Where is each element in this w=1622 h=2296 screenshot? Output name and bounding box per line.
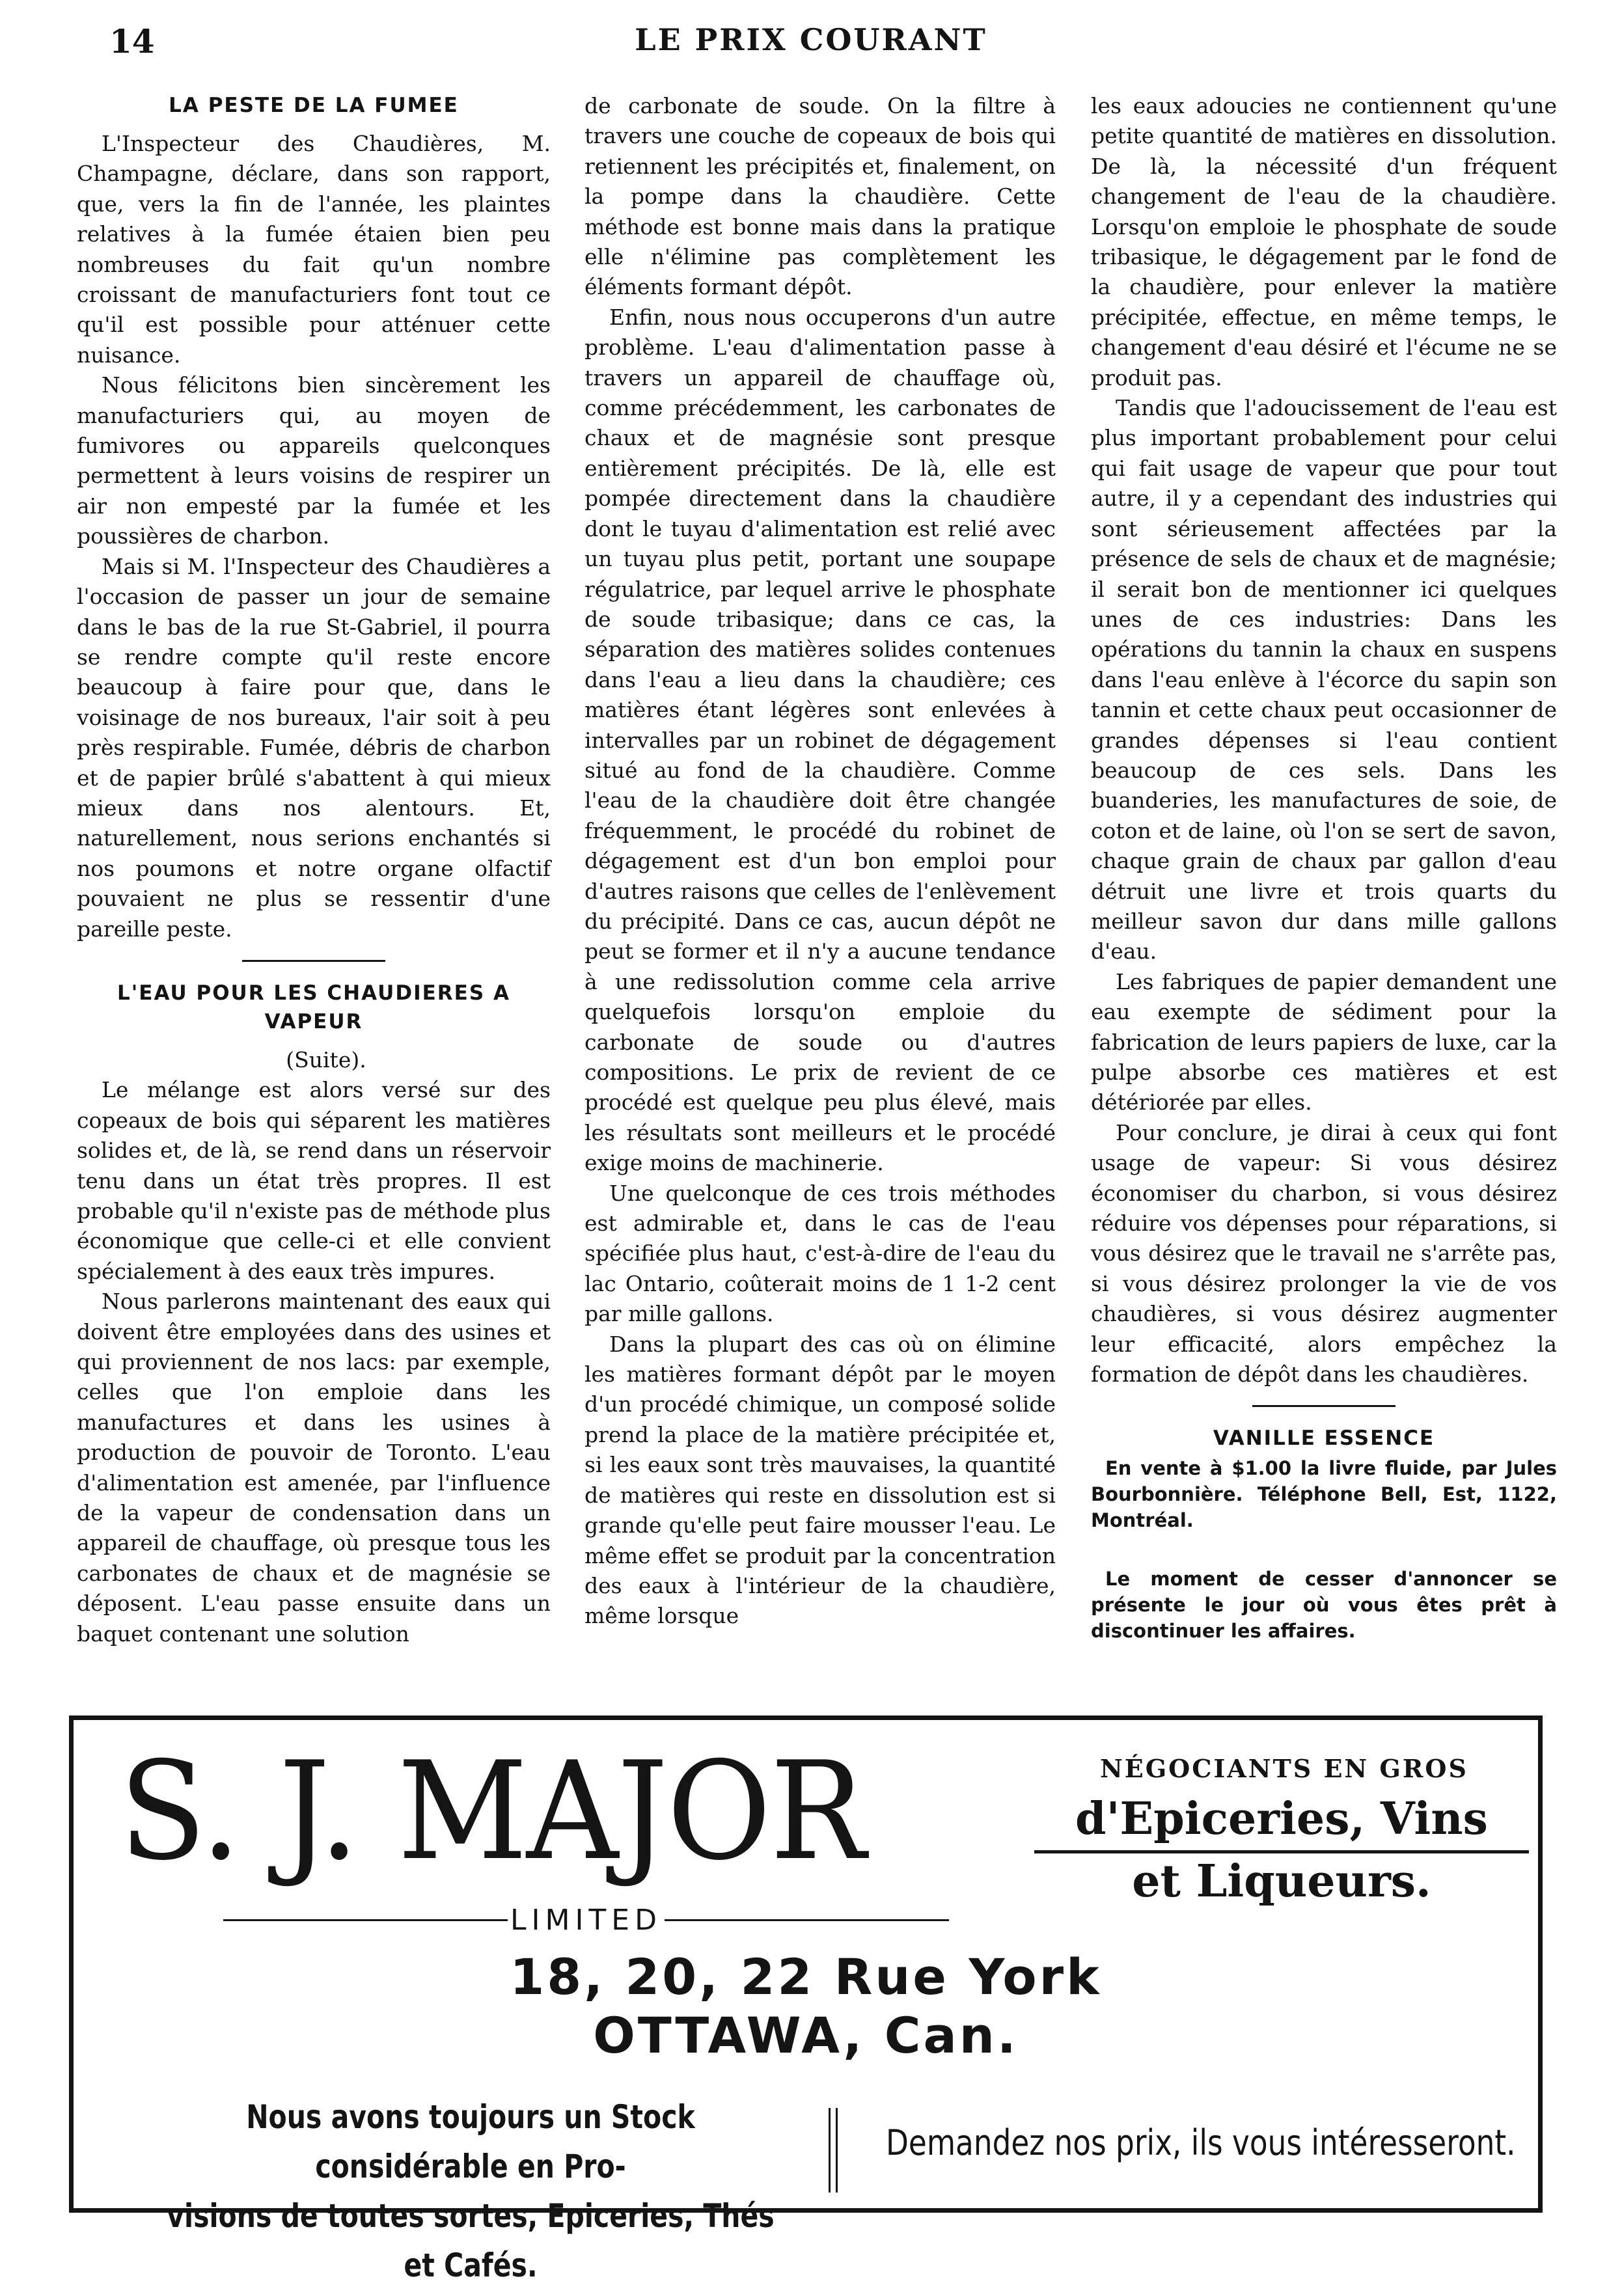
- trade-line-2: et Liqueurs.: [1132, 1855, 1431, 1907]
- limited-line-left: [223, 1919, 508, 1921]
- company-address: 18, 20, 22 Rue York: [510, 1948, 1102, 2006]
- paragraph: Nous parlerons maintenant des eaux qui doivent être employées dans des usines et qui proviennent de nos lacs: par exemple, celles que l'on emploie dans les manufactures et dans les usines à production de pouvoir de Toronto. L'eau d'alimentation est amenée, par l'influence de la vapeur de condensation dans un appareil de chauffage, où presque tous les carbonates de chaux et de magnésie se déposent. L'eau passe ensuite dans un baquet contenant une solution: [77, 1289, 551, 1647]
- vanilla-ad-body: En vente à $1.00 la livre fluide, par Jules Bourbonnière. Téléphone Bell, Est, 1122, Montréal.: [1091, 1457, 1557, 1532]
- prices-call: Demandez nos prix, ils vous intéresseront.: [886, 2122, 1516, 2163]
- paragraph: Enfin, nous nous occuperons d'un autre problème. L'eau d'alimentation passe à travers un appareil de chauffage où, comme précédemment, les carbonates de chaux et de magnésie sont presque entièrement précipités. De là, elle est pompée directement dans la chaudière dont le tuyau d'alimentation est relié avec un tuyau plus petit, portant une soupape régulatrice, par lequel arrive le phosphate de soude tribasique; dans ce cas, la séparation des matières solides contenues dans l'eau a lieu dans la chaudière; ces matières étant légères sont enlevées à intervalles par un robinet de dégagement situé au fond de la chaudière. Comme l'eau de la chaudière doit être changée fréquemment, le procédé du robinet de dégagement est d'un bon emploi pour d'autres raisons que celles de l'enlèvement du précipité. Dans ce cas, aucun dépôt ne peut se former et il n'y a aucune tendance à une redissolution comme cela arrive quelquefois lorsqu'on emploie du carbonate de soude ou d'autres compositions. Le prix de revient de ce procédé est quelque peu plus élevé, mais les résultats sont meilleurs et le procédé exige moins de machinerie.: [584, 304, 1056, 1176]
- advertisement-box: [69, 1715, 1543, 2284]
- vanilla-ad-title: VANILLE ESSENCE: [1213, 1427, 1435, 1451]
- wholesale-label: NÉGOCIANTS EN GROS: [1100, 1754, 1468, 1783]
- stock-line: Nous avons toujours un Stock considérable en Pro-: [246, 2098, 695, 2185]
- article-continuation-label: (Suite).: [286, 1046, 366, 1073]
- advertising-notice-body: Le moment de cesser d'annoncer se présente le jour où vous êtes prêt à discontinuer les affaires.: [1091, 1568, 1557, 1643]
- limited-label: LIMITED: [510, 1903, 662, 1937]
- paragraph: les eaux adoucies ne contiennent qu'une petite quantité de matières en dissolution. De là, la nécessité d'un fréquent changement de l'eau de la chaudière. Lorsqu'on emploie le phosphate de soude tribasique, le dégagement par le fond de la chaudière, pour enlever la matière précipitée, effectue, en même temps, le changement d'eau désiré et l'écume ne se produit pas.: [1091, 93, 1557, 390]
- limited-line-right: [665, 1919, 949, 1921]
- column-middle: [584, 91, 1056, 1632]
- trade-line-1: d'Epiceries, Vins: [1075, 1793, 1488, 1845]
- company-city: OTTAWA, Can.: [593, 2006, 1019, 2064]
- paragraph: de carbonate de soude. On la filtre à travers une couche de copeaux de bois qui retiennent les précipités et, finalement, on la pompe dans la chaudière. Cette méthode est bonne mais dans la pratique elle n'élimine pas complètement les éléments formant dépôt.: [584, 93, 1056, 300]
- paragraph: Le mélange est alors versé sur des copeaux de bois qui séparent les matières solides et, de là, se rend dans un réservoir tenu dans un état très propres. Il est probable qu'il n'existe pas de méthode plus économique que celle-ci et elle convient spécialement à des eaux très impures.: [77, 1077, 551, 1284]
- paragraph: L'Inspecteur des Chaudières, M. Champagne, déclare, dans son rapport, que, vers la fin de l'année, les plaintes relatives à la fumée étaien bien peu nombreuses du fait qu'un nombre croissant de manufacturiers font tout ce qu'il est possible pour atténuer cette nuisance.: [77, 131, 551, 368]
- company-limited: [223, 1904, 949, 1936]
- column-left: [77, 91, 551, 1649]
- paragraph: Nous félicitons bien sincèrement les manufacturiers qui, au moyen de fumivores ou appareils quelconques permettent à leurs voisins de respirer un air non empesté par la fumée et les poussières de charbon.: [77, 372, 551, 549]
- paragraph: Pour conclure, je dirai à ceux qui font usage de vapeur: Si vous désirez économiser du charbon, si vous désirez réduire vos dépenses pour réparations, si vous désirez que le travail ne s'arrête pas, si vous désirez prolonger la vie de vos chaudières, si vous désirez augmenter leur efficacité, alors empêchez la formation de dépôt dans les chaudières.: [1091, 1119, 1557, 1387]
- paragraph: Mais si M. l'Inspecteur des Chaudières a l'occasion de passer un jour de semaine dans le bas de la rue St-Gabriel, il pourra se rendre compte qu'il reste encore beaucoup à faire pour que, dans le voisinage de nos bureaux, l'air soit à peu près respirable. Fumée, débris de charbon et de papier brûlé s'abattent à qui mieux mieux dans nos alentours. Et, naturellement, nous serions enchantés si nos poumons et notre organe olfactif pouvaient ne plus se ressentir d'une pareille peste.: [77, 553, 551, 942]
- section-rule: [1252, 1405, 1395, 1407]
- article-title-boiler-water: L'EAU POUR LES CHAUDIERES A VAPEUR: [117, 981, 510, 1033]
- double-divider: [829, 2108, 838, 2193]
- company-name: S. J. MAJOR: [119, 1733, 865, 1891]
- page-number: 14: [109, 22, 155, 61]
- running-title: LE PRIX COURANT: [635, 22, 987, 57]
- advertising-notice: [1091, 1566, 1557, 1644]
- paragraph: Une quelconque de ces trois méthodes est admirable et, dans le cas de l'eau spécifiée plus haut, c'est-à-dire de l'eau du lac Ontario, coûterait moins de 1 1-2 cent par mille gallons.: [584, 1180, 1056, 1327]
- vanilla-ad-text: [1091, 1455, 1557, 1533]
- paragraph: Tandis que l'adoucissement de l'eau est plus important probablement pour celui qui fait usage de vapeur que pour tout autre, il y a cependant des industries qui sont sérieusement affectées par la présence de sels de chaux et de magnésie; il serait bon de mentionner ici quelques unes de ces industries: Dans les opérations du tannin la chaux en suspens dans l'eau enlève à l'écorce du sapin son tannin et cette chaux peut occasionner de grandes dépenses si l'eau contient beaucoup de ces sels. Dans les buanderies, les manufactures de soie, de coton et de laine, où l'on se sert de savon, chaque grain de chaux par gallon d'eau détruit une livre et trois quarts du meilleur savon dur dans mille gallons d'eau.: [1091, 395, 1557, 964]
- article-title-smoke: LA PESTE DE LA FUMEE: [169, 94, 459, 117]
- paragraph: Dans la plupart des cas où on élimine les matières formant dépôt par le moyen d'un procédé chimique, un composé solide prend la place de la matière précipitée et, si les eaux sont très mauvaises, la quantité de matières qui reste en dissolution est si grande qu'elle peut faire mousser l'eau. Le même effet se produit par la concentration des eaux à l'intérieur de la chaudière, même lorsque: [584, 1331, 1056, 1629]
- paragraph: Les fabriques de papier demandent une eau exempte de sédiment pour la fabrication de leurs papiers de luxe, car la pulpe absorbe ces matières et est détériorée par elles.: [1091, 968, 1557, 1115]
- trade-rule: [1034, 1850, 1529, 1853]
- stock-statement: [167, 2092, 775, 2290]
- section-rule: [242, 960, 385, 962]
- column-right: [1091, 91, 1557, 1644]
- stock-line: visions de toutes sortes, Epiceries, Thés et Cafés.: [167, 2197, 775, 2284]
- spacer: [1091, 1533, 1557, 1566]
